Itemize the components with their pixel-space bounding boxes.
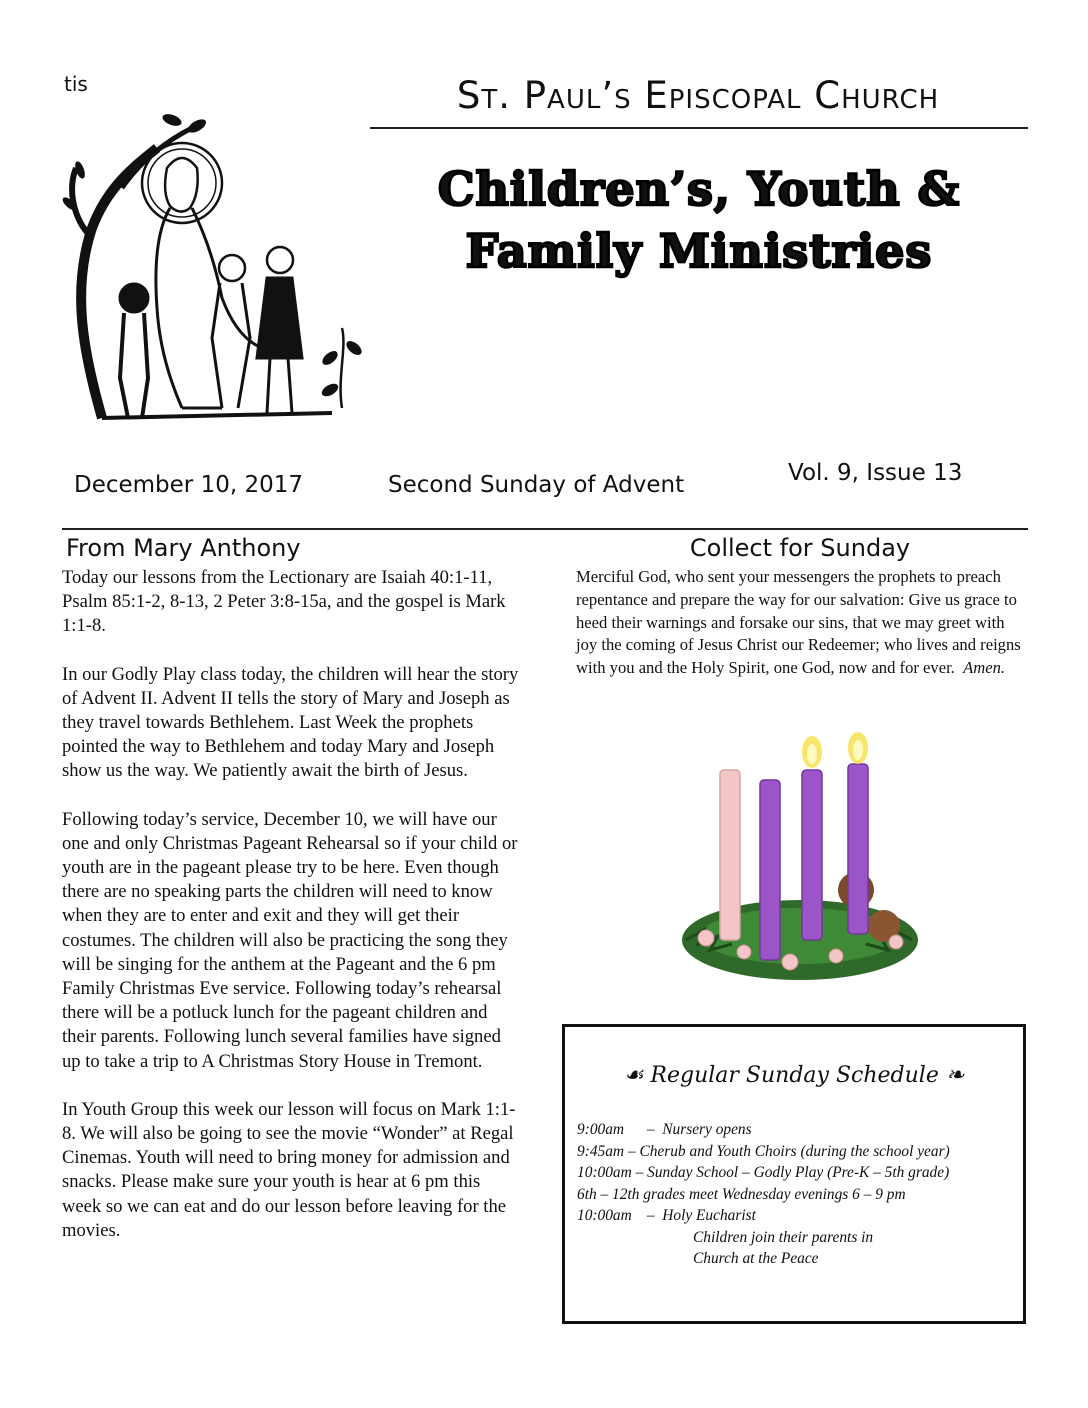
- ministry-title-line1: Children’s, Youth &: [437, 162, 961, 216]
- section-divider: [62, 528, 1028, 530]
- schedule-note: Children join their parents in: [693, 1228, 874, 1246]
- schedule-title: ☙ Regular Sunday Schedule ❧: [623, 1063, 965, 1088]
- collect-text: [576, 566, 1026, 680]
- collect-heading: Collect for Sunday: [689, 534, 911, 562]
- schedule-row: [577, 1205, 1017, 1227]
- church-name: St. Paul’s Episcopal Church: [456, 74, 940, 117]
- schedule-separator: –: [646, 1121, 655, 1138]
- corner-mark: tis: [64, 72, 88, 96]
- wreath-greenery: [682, 872, 918, 980]
- schedule-text: Holy Eucharist: [662, 1207, 756, 1224]
- schedule-row: [577, 1141, 1017, 1163]
- ministry-title: [372, 158, 1026, 282]
- schedule-text: Sunday School – Godly Play (Pre-K – 5th grade): [647, 1164, 950, 1181]
- article-body: [62, 566, 524, 1267]
- issue-date: December 10, 2017: [74, 472, 304, 498]
- candle-purple-1: [760, 780, 780, 960]
- candle-purple-2: [802, 736, 822, 940]
- schedule-time: 10:00am: [577, 1164, 632, 1181]
- issue-volume: Vol. 9, Issue 13: [788, 460, 963, 486]
- schedule-separator: –: [627, 1142, 636, 1160]
- schedule-text: Cherub and Youth Choirs (during the school year): [639, 1142, 950, 1160]
- candle-pink: [720, 770, 740, 940]
- issue-occasion: Second Sunday of Advent: [388, 472, 685, 498]
- schedule-text: 6th – 12th grades meet Wednesday evenings 6 – 9 pm: [577, 1185, 906, 1203]
- schedule-list: [577, 1119, 1017, 1270]
- advent-wreath-icon: [676, 730, 924, 996]
- article-paragraph: In Youth Group this week our lesson will focus on Mark 1:1-8. We will also be going to see the movie “Wonder” at Regal Cinemas. Youth will need to bring money for admission and snacks. Please make sure your youth is hear at 6 pm this week so we can eat and do our lesson before leaving for the movies.: [62, 1098, 516, 1241]
- schedule-text: Nursery opens: [662, 1121, 752, 1138]
- schedule-time: 9:00am: [577, 1121, 625, 1138]
- article-paragraph: In our Godly Play class today, the children will hear the story of Advent II. Advent II tells the story of Mary and Joseph as they travel towards Bethlehem. Last Week the prophets pointed the way to Bethlehem and today Mary and Joseph show us the way. We patiently await the birth of Jesus.: [62, 663, 519, 782]
- header-divider: [370, 127, 1028, 129]
- schedule-time: 10:00am: [577, 1207, 632, 1224]
- schedule-row: [577, 1119, 1017, 1141]
- schedule-separator: –: [646, 1207, 655, 1224]
- article-paragraph: Today our lessons from the Lectionary are Isaiah 40:1-11, Psalm 85:1-2, 8-13, 2 Peter 3:8-15a, and the gospel is Mark 1:1-8.: [62, 567, 506, 637]
- ministry-title-line2: Family Ministries: [465, 224, 933, 278]
- jesus-with-children-icon: [62, 108, 364, 424]
- article-paragraph: Following today’s service, December 10, we will have our one and only Christmas Pageant Rehearsal so if your child or youth are in the pageant please try to be here. Even though there are no speaking parts the children will need to know when they are to enter and exit and they will get their costumes. The children will also be practicing the song they will be singing for the anthem at the Pageant and the 6 pm Family Christmas Eve service. Following today’s rehearsal there will be a potluck lunch for the pageant children and their parents. Following lunch several families have signed up to take a trip to A Christmas Story House in Tremont.: [62, 808, 518, 1072]
- schedule-row: [577, 1162, 1017, 1184]
- collect-amen: Amen.: [963, 658, 1006, 678]
- schedule-note: Church at the Peace: [693, 1250, 819, 1267]
- schedule-box: [562, 1024, 1026, 1324]
- left-section-heading: From Mary Anthony: [66, 534, 301, 562]
- schedule-row: [577, 1184, 1017, 1206]
- schedule-time: 9:45am: [577, 1142, 625, 1160]
- candle-purple-3: [848, 732, 868, 934]
- schedule-separator: –: [635, 1164, 644, 1181]
- collect-prayer: Merciful God, who sent your messengers the prophets to preach repentance and prepare the way for our salvation: Give us grace to heed their warnings and forsake our sins, that we may greet with joy the coming of Jesus Christ our Redeemer; who lives and reigns with you and the Holy Spirit, one God, now and for ever.: [576, 567, 1021, 678]
